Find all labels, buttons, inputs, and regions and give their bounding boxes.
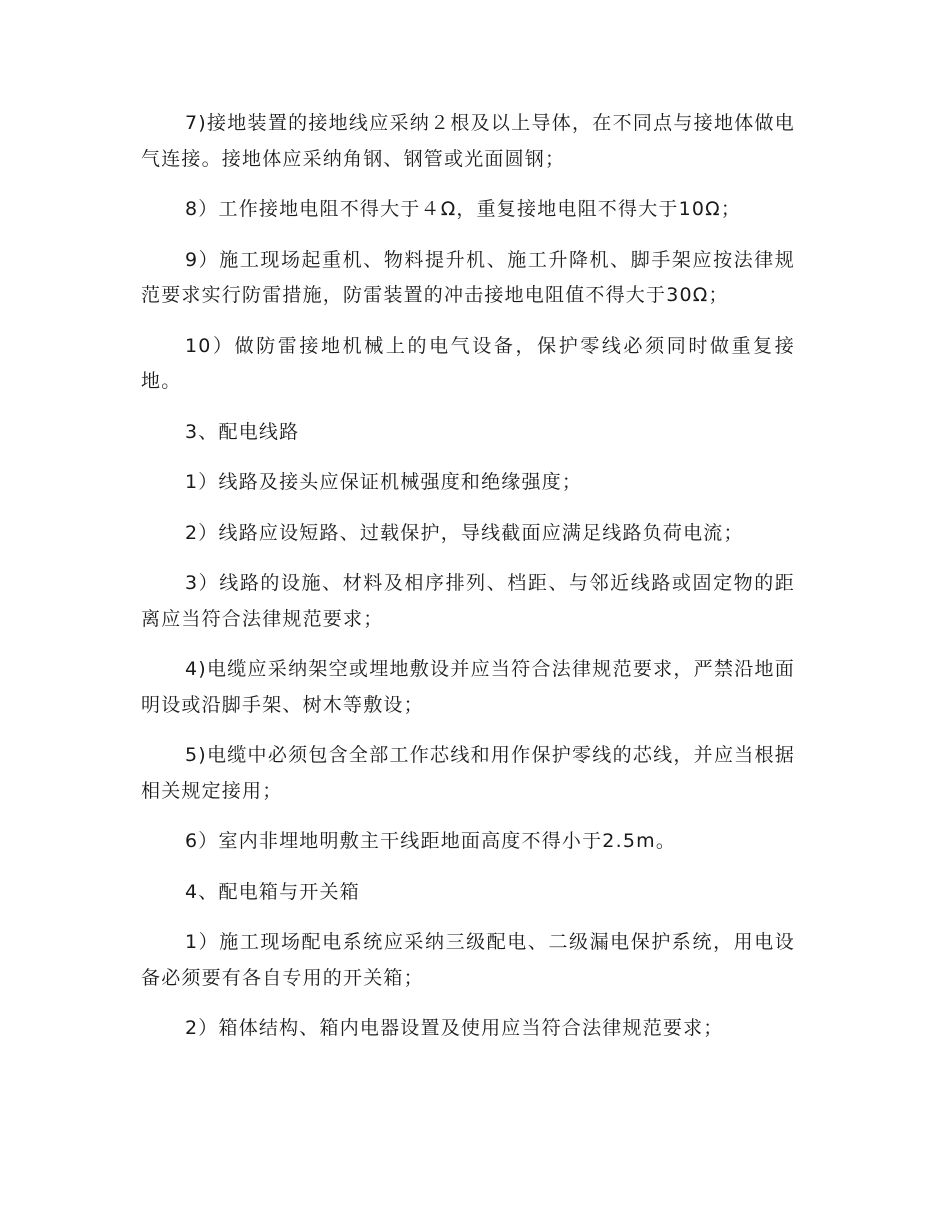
paragraph: 2）线路应设短路、过载保护，导线截面应满足线路负荷电流； — [185, 521, 744, 544]
paragraph: 7)接地装置的接地线应采纳２根及以上导体，在不同点与接地体做电气连接。接地体应采纳角钢、钢管或光面圆钢； — [141, 112, 795, 170]
paragraph: 3）线路的设施、材料及相序排列、档距、与邻近线路或固定物的距离应当符合法律规范要求； — [141, 572, 795, 630]
paragraph: 4)电缆应采纳架空或埋地敷设并应当符合法律规范要求，严禁沿地面明设或沿脚手架、树木等敷设； — [141, 658, 795, 716]
paragraph: 6）室内非埋地明敷主干线距地面高度不得小于2.5m。 — [185, 830, 677, 852]
paragraph: 9）施工现场起重机、物料提升机、施工升降机、脚手架应按法律规范要求实行防雷措施，防雷装置的冲击接地电阻值不得大于30Ω； — [141, 248, 795, 306]
paragraph: 1）施工现场配电系统应采纳三级配电、二级漏电保护系统，用电设备必须要有各自专用的开关箱； — [141, 931, 795, 989]
section-heading: 4、配电箱与开关箱 — [185, 880, 360, 903]
paragraph: 10）做防雷接地机械上的电气设备，保护零线必须同时做重复接地。 — [141, 334, 795, 392]
paragraph: 1）线路及接头应保证机械强度和绝缘强度； — [185, 471, 583, 493]
section-heading: 3、配电线路 — [185, 420, 300, 443]
paragraph: 8）工作接地电阻不得大于４Ω，重复接地电阻不得大于10Ω； — [185, 198, 742, 220]
paragraph: 2）箱体结构、箱内电器设置及使用应当符合法律规范要求； — [185, 1017, 724, 1039]
paragraph: 5)电缆中必须包含全部工作芯线和用作保护零线的芯线，并应当根据相关规定接用； — [141, 744, 795, 802]
